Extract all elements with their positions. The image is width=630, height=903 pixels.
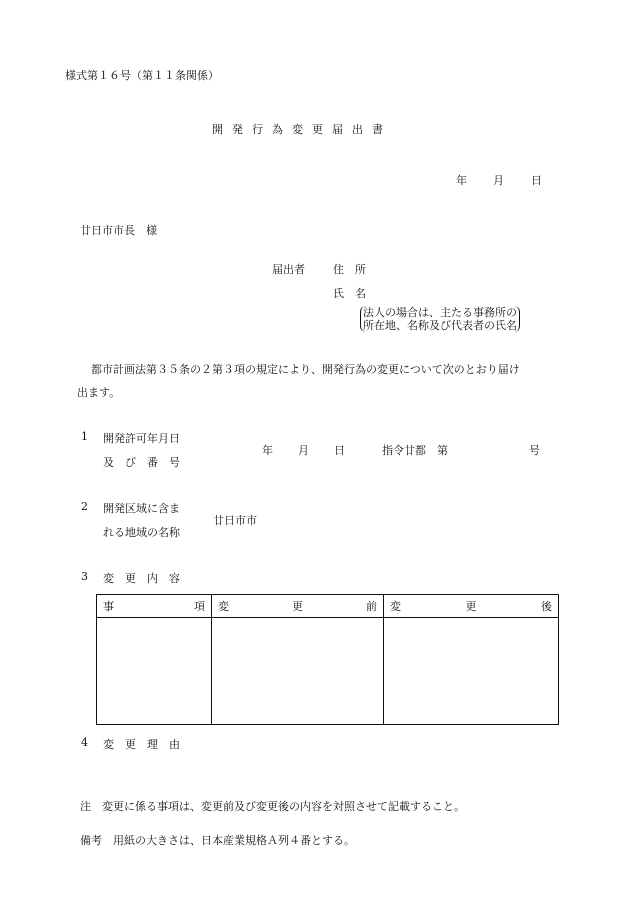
item3-label: 変 更 内 容 [103,572,180,585]
date-month: 月 [493,174,504,187]
header-item [97,595,212,618]
item1-day: 日 [334,444,345,457]
table-row [97,618,559,725]
header-before-char3: 前 [366,600,377,613]
item2-number: 2 [81,500,88,513]
item4-number: 4 [81,736,88,749]
header-after-char3: 後 [541,600,552,613]
header-before [212,595,384,618]
item2-label-line2: れる地域の名称 [103,526,180,539]
form-number: 様式第１６号（第１１条関係） [65,69,219,82]
header-before-char1: 変 [218,600,229,613]
header-item-char1: 事 [103,600,114,613]
header-before-char2: 更 [292,600,303,613]
cell-item[interactable] [97,618,212,725]
header-after-char1: 変 [390,600,401,613]
item1-go: 号 [529,444,540,457]
header-item-char2: 項 [194,600,205,613]
cell-after[interactable] [384,618,559,725]
item2-label-line1: 開発区域に含ま [103,502,180,515]
item1-permit-prefix: 指令廿都 第 [382,444,448,457]
item1-label-line2: 及 び 番 号 [103,456,180,469]
item1-month: 月 [298,444,309,457]
address-label: 住 所 [333,263,366,276]
item1-number: 1 [81,430,88,443]
date-day: 日 [531,174,542,187]
item2-value: 廿日市市 [213,514,257,527]
notifier-label: 届出者 [272,263,305,276]
corporation-note-line1: 法人の場合は、主たる事務所の [363,306,517,319]
header-after-char2: 更 [465,600,477,613]
cell-before[interactable] [212,618,384,725]
change-details-table [96,594,559,725]
item1-label-line1: 開発許可年月日 [103,432,180,445]
body-text-line1: 都市計画法第３５条の２第３項の規定により、開発行為の変更について次のとおり届け [91,363,520,376]
table-header-row [97,595,559,618]
note-text: 注 変更に係る事項は、変更前及び変更後の内容を対照させて記載すること。 [80,800,465,813]
corporation-note-line2: 所在地、名称及び代表者の氏名 [363,319,517,332]
item4-label: 変 更 理 由 [103,738,180,751]
header-after [384,595,559,618]
remarks-text: 備考 用紙の大きさは、日本産業規格Ａ列４番とする。 [80,834,355,847]
date-year: 年 [456,174,467,187]
item3-number: 3 [81,570,88,583]
addressee: 廿日市市長 様 [80,224,157,237]
corporation-note [360,306,520,332]
document-title: 開発行為変更届出書 [212,123,392,136]
body-text-line2: 出ます。 [77,386,121,399]
name-label: 氏 名 [333,287,366,300]
item1-year: 年 [262,444,273,457]
